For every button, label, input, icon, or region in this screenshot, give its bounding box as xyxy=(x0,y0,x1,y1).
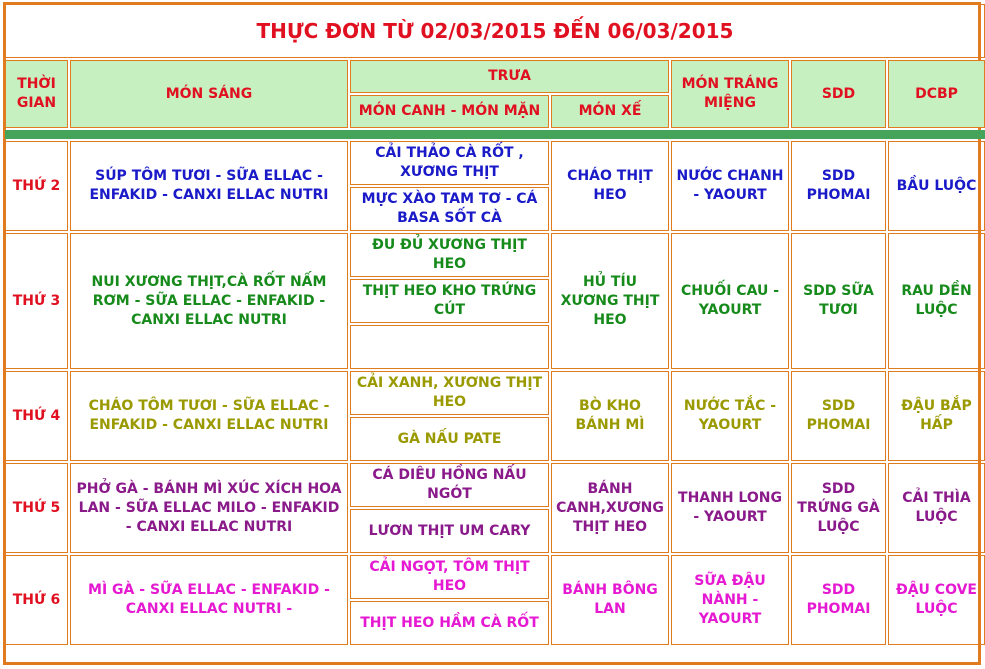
lunch-dish: CẢI XANH, XƯƠNG THỊT HEO xyxy=(350,371,549,415)
dcbp-cell: RAU DỀN LUỘC xyxy=(888,233,985,369)
dcbp-cell: BẦU LUỘC xyxy=(888,141,985,231)
sdd-cell: SDD PHOMAI xyxy=(791,555,886,645)
sdd-cell: SDD PHOMAI xyxy=(791,371,886,461)
dcbp-cell: CẢI THÌA LUỘC xyxy=(888,463,985,553)
afternoon-cell: HỦ TÍU XƯƠNG THỊT HEO xyxy=(551,233,669,369)
sdd-cell: SDD SỮA TƯƠI xyxy=(791,233,886,369)
weekly-menu-table xyxy=(3,2,985,647)
day-label: THỨ 3 xyxy=(5,233,68,369)
dessert-cell: NƯỚC TẮC - YAOURT xyxy=(671,371,789,461)
breakfast-cell: PHỞ GÀ - BÁNH MÌ XÚC XÍCH HOA LAN - SỮA ELLAC MILO - ENFAKID - CANXI ELLAC NUTRI xyxy=(70,463,348,553)
dessert-cell: THANH LONG - YAOURT xyxy=(671,463,789,553)
dessert-cell: CHUỐI CAU - YAOURT xyxy=(671,233,789,369)
lunch-dish: CẢI NGỌT, TÔM THỊT HEO xyxy=(350,555,549,599)
header-separator xyxy=(5,130,985,139)
lunch-dish: GÀ NẤU PATE xyxy=(350,417,549,461)
afternoon-cell: BÁNH BÔNG LAN xyxy=(551,555,669,645)
lunch-dish: MỰC XÀO TAM TƠ - CÁ BASA SỐT CÀ xyxy=(350,187,549,231)
sdd-cell: SDD TRỨNG GÀ LUỘC xyxy=(791,463,886,553)
breakfast-cell: CHÁO TÔM TƯƠI - SỮA ELLAC - ENFAKID - CANXI ELLAC NUTRI xyxy=(70,371,348,461)
day-label: THỨ 5 xyxy=(5,463,68,553)
lunch-dish: ĐU ĐỦ XƯƠNG THỊT HEO xyxy=(350,233,549,277)
header-time: THỜI GIAN xyxy=(5,60,68,128)
header-soup-main: MÓN CANH - MÓN MẶN xyxy=(350,95,549,128)
lunch-dish: THỊT HEO KHO TRỨNG CÚT xyxy=(350,279,549,323)
lunch-dish: THỊT HEO HẦM CÀ RỐT xyxy=(350,601,549,645)
breakfast-cell: SÚP TÔM TƯƠI - SỮA ELLAC - ENFAKID - CANXI ELLAC NUTRI xyxy=(70,141,348,231)
breakfast-cell: MÌ GÀ - SỮA ELLAC - ENFAKID - CANXI ELLAC NUTRI - xyxy=(70,555,348,645)
sdd-cell: SDD PHOMAI xyxy=(791,141,886,231)
header-breakfast: MÓN SÁNG xyxy=(70,60,348,128)
day-label: THỨ 4 xyxy=(5,371,68,461)
dcbp-cell: ĐẬU BẮP HẤP xyxy=(888,371,985,461)
lunch-dish: LƯƠN THỊT UM CARY xyxy=(350,509,549,553)
dessert-cell: NƯỚC CHANH - YAOURT xyxy=(671,141,789,231)
header-lunch: TRƯA xyxy=(350,60,669,93)
dcbp-cell: ĐẬU COVE LUỘC xyxy=(888,555,985,645)
dessert-cell: SỮA ĐẬU NÀNH - YAOURT xyxy=(671,555,789,645)
afternoon-cell: BÁNH CANH,XƯƠNG THỊT HEO xyxy=(551,463,669,553)
header-sdd: SDD xyxy=(791,60,886,128)
lunch-dish: CÁ DIÊU HỒNG NẤU NGÓT xyxy=(350,463,549,507)
day-label: THỨ 6 xyxy=(5,555,68,645)
day-label: THỨ 2 xyxy=(5,141,68,231)
menu-title: THỰC ĐƠN TỪ 02/03/2015 ĐẾN 06/03/2015 xyxy=(5,4,985,58)
lunch-dish: CẢI THẢO CÀ RỐT , XƯƠNG THỊT xyxy=(350,141,549,185)
breakfast-cell: NUI XƯƠNG THỊT,CÀ RỐT NẤM RƠM - SỮA ELLAC - ENFAKID - CANXI ELLAC NUTRI xyxy=(70,233,348,369)
header-dcbp: DCBP xyxy=(888,60,985,128)
lunch-dish-empty xyxy=(350,325,549,369)
afternoon-cell: BÒ KHO BÁNH MÌ xyxy=(551,371,669,461)
afternoon-cell: CHÁO THỊT HEO xyxy=(551,141,669,231)
header-afternoon: MÓN XẾ xyxy=(551,95,669,128)
header-dessert: MÓN TRÁNG MIỆNG xyxy=(671,60,789,128)
